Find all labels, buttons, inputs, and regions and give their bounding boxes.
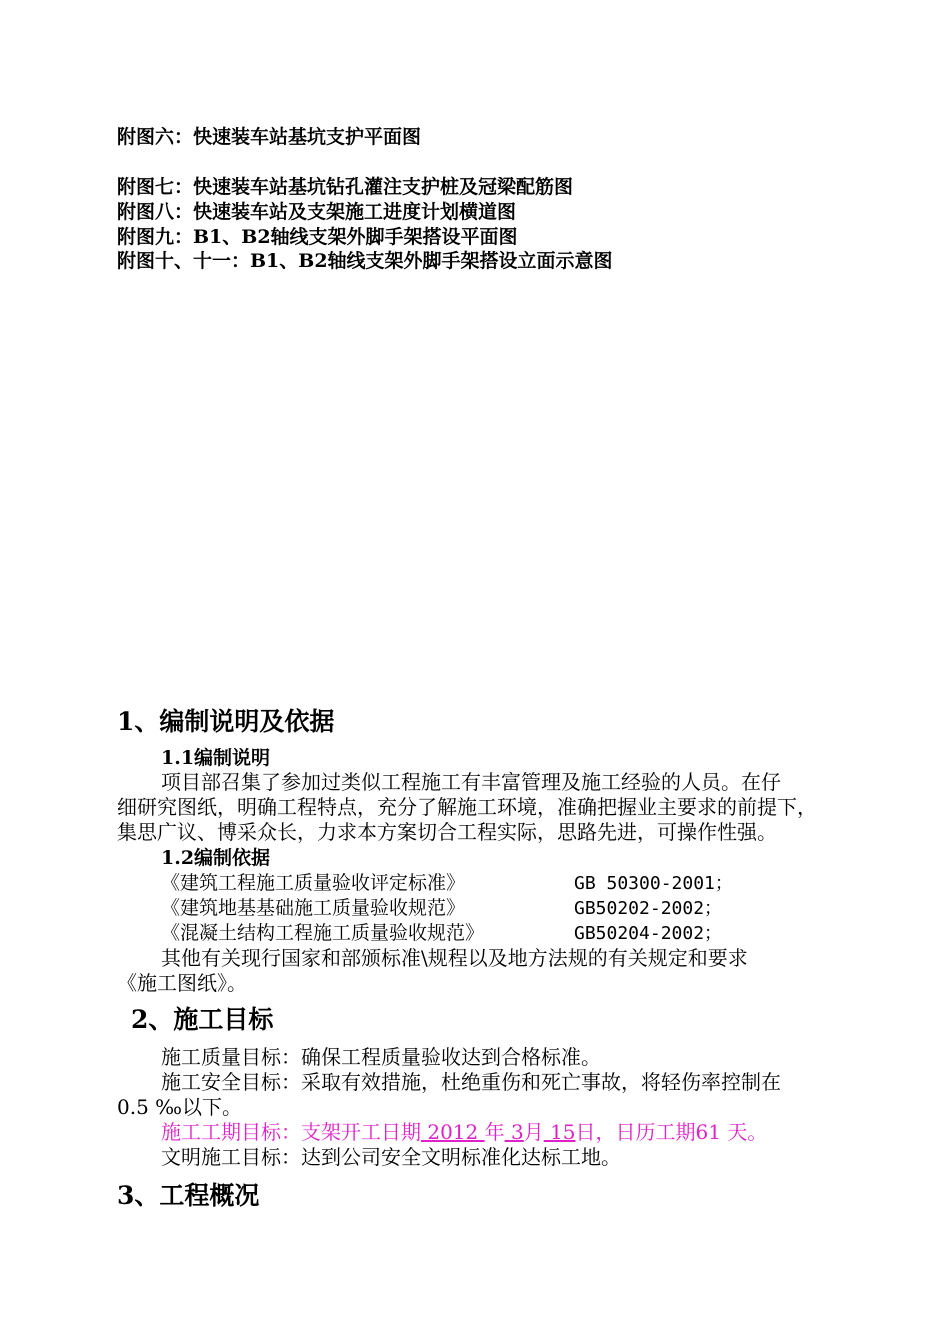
appendix-item-10-11: 附图十、十一：B1、B2轴线支架外脚手架搭设立面示意图 [117,250,613,272]
standard-code: GB 50300-2001； [574,873,733,894]
paragraph-line: 细研究图纸，明确工程特点，充分了解施工环境，准确把握业主要求的前提下， [117,795,817,819]
paragraph-line: 项目部召集了参加过类似工程施工有丰富管理及施工经验的人员。在仔 [161,770,781,794]
subsection-1-2-heading: 1.2编制依据 [161,847,271,869]
appendix-item-7: 附图七：快速装车站基坑钻孔灌注支护桩及冠梁配筋图 [117,176,574,198]
standard-name: 《混凝土结构工程施工质量验收规范》 [161,922,485,944]
safety-target-line1: 施工安全目标：采取有效措施，杜绝重伤和死亡事故，将轻伤率控制在 [161,1070,781,1094]
other-standards-line: 其他有关现行国家和部颁标准\规程以及地方法规的有关规定和要求 [161,946,748,970]
appendix-item-6: 附图六：快速装车站基坑支护平面图 [117,126,422,148]
appendix-item-9: 附图九：B1、B2轴线支架外脚手架搭设平面图 [117,226,518,248]
start-day: 15 [543,1120,576,1144]
paragraph-line: 集思广议、博采众长，力求本方案切合工程实际，思路先进，可操作性强。 [117,820,777,844]
subsection-1-1-heading: 1.1编制说明 [161,747,271,769]
quality-target: 施工质量目标：确保工程质量验收达到合格标准。 [161,1045,601,1069]
standard-name: 《建筑地基基础施工质量验收规范》 [161,897,466,919]
start-year: 2012 [421,1120,485,1144]
schedule-target [161,1120,767,1145]
appendix-item-8: 附图八：快速装车站及支架施工进度计划横道图 [117,201,517,223]
section-1-heading: 1、编制说明及依据 [117,707,335,736]
standard-name: 《建筑工程施工质量验收评定标准》 [161,872,466,894]
month-unit: 月 [523,1120,544,1144]
schedule-prefix: 施工工期目标：支架开工日期 [161,1120,421,1144]
safety-target-line2: 0.5 ‰以下。 [117,1095,242,1119]
civil-target: 文明施工目标：达到公司安全文明标准化达标工地。 [161,1145,621,1169]
standard-code: GB50204-2002； [574,923,723,944]
section-2-heading: 2、施工目标 [131,1005,274,1034]
year-unit: 年 [484,1120,505,1144]
schedule-rest: 日，日历工期61 天。 [575,1120,768,1144]
section-3-heading: 3、工程概况 [117,1181,260,1210]
drawings-line: 《施工图纸》。 [117,971,247,995]
start-month: 3 [504,1120,524,1144]
standard-code: GB50202-2002； [574,898,723,919]
